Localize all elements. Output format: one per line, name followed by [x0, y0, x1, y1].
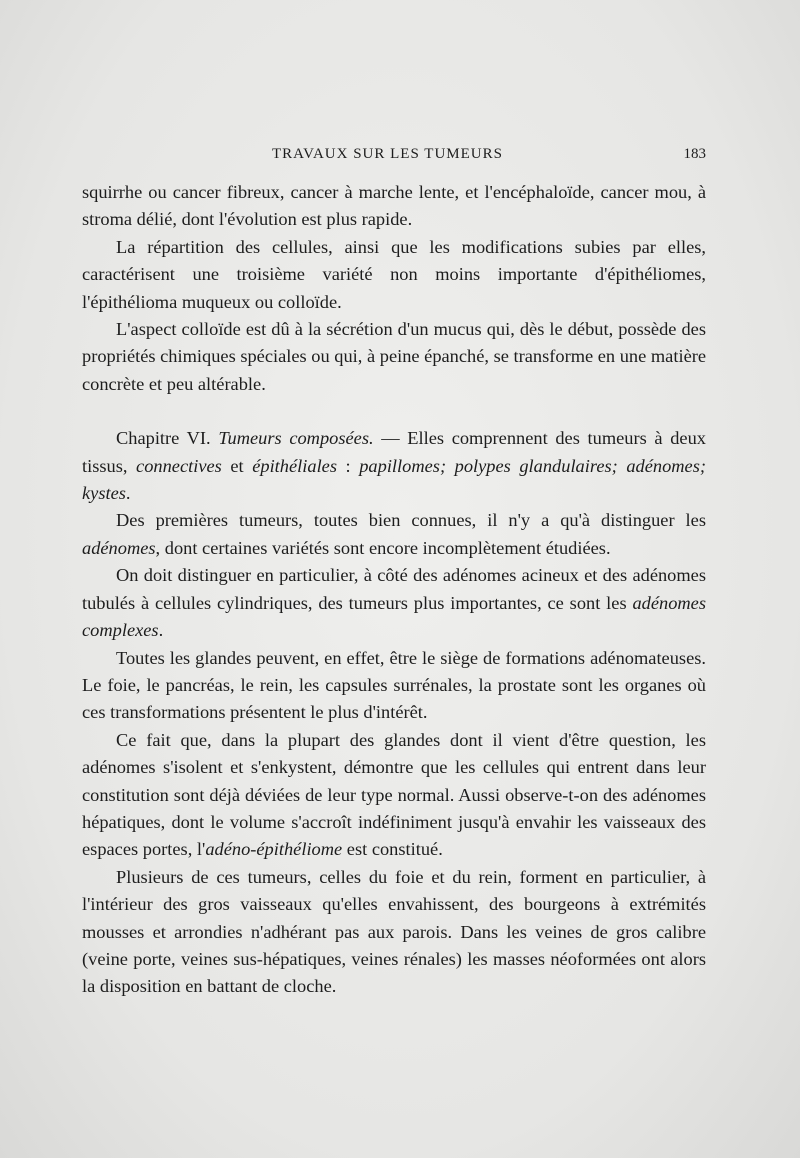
text-run: — Elles comprennent des tumeurs à deux tissus, [82, 428, 706, 476]
paragraph-chapter-6 [82, 425, 706, 507]
paragraph-9: Plusieurs de ces tumeurs, celles du foie et du rein, forment en particulier, à l'intérieur des gros vaisseaux qu'elles envahissent, des bourgeons à extrémités mousses et arrondies n'adhérant pas aux parois. Dans les veines de gros calibre (veine porte, veines sus-hépatiques, veines rénales) les masses néoformées ont alors la disposition en battant de cloche. [82, 866, 706, 997]
italic-term: épithéliales [252, 455, 337, 476]
text-run: Ce fait que, dans la plupart des glandes dont il vient d'être question, les adénomes s'isolent et s'enkystent, démontre que les cellules qui entrent dans leur constitution sont déjà déviées de leur type normal. Aussi observe-t-on des adénomes hépatiques, dont le volume s'accroît indéfiniment jusqu'à envahir les vaisseaux des espaces portes, l' [82, 729, 706, 860]
body-text [82, 179, 706, 1001]
italic-term: adénomes [82, 537, 156, 558]
italic-term: connectives [136, 455, 222, 476]
text-run: On doit distinguer en particulier, à côté des adénomes acineux et des adénomes tubulés à cellules cylindriques, des tumeurs plus importantes, ce sont les [82, 565, 706, 613]
text-run: , dont certaines variétés sont encore incomplètement étudiées. [155, 537, 611, 558]
paragraph-2: La répartition des cellules, ainsi que les modifications subies par elles, caractérisent une troisième variété non moins importante d'épithéliomes, l'épithélioma muqueux ou colloïde. [82, 236, 706, 312]
italic-term: papillomes; polypes glandulaires; adénomes; kystes [82, 455, 706, 504]
chapter-label: Chapitre VI. [116, 428, 211, 449]
paragraph-6 [82, 562, 706, 644]
text-run: . [125, 483, 131, 504]
paragraph-8 [82, 727, 706, 864]
italic-term: adénomes complexes [82, 592, 706, 641]
text-run: . [158, 620, 164, 641]
paragraph-5 [82, 507, 706, 562]
text-run: est constitué. [342, 839, 443, 860]
running-title: TRAVAUX SUR LES TUMEURS [272, 146, 503, 162]
paragraph-7: Toutes les glandes peuvent, en effet, être le siège de formations adénomateuses. Le foie, le pancréas, le rein, les capsules surrénales, la prostate sont les organes où ces transformations présentent le plus d'intérêt. [82, 647, 706, 723]
text-run: : [337, 455, 360, 476]
paragraph-3: L'aspect colloïde est dû à la sécrétion d'un mucus qui, dès le début, possède des propriétés chimiques spéciales ou qui, à peine épanché, se transforme en une matière concrète et peu altérable. [82, 319, 707, 394]
chapter-heading: Tumeurs composées. [218, 428, 374, 449]
text-run: Des premières tumeurs, toutes bien connues, il n'y a qu'à distinguer les [116, 510, 706, 531]
page-number: 183 [683, 146, 706, 162]
text-run: et [221, 455, 253, 476]
italic-term: adéno-épithéliome [205, 839, 343, 860]
page-header [82, 146, 706, 170]
paragraph-1: squirrhe ou cancer fibreux, cancer à marche lente, et l'encéphaloïde, cancer mou, à stroma délié, dont l'évolution est plus rapide. [82, 182, 706, 230]
